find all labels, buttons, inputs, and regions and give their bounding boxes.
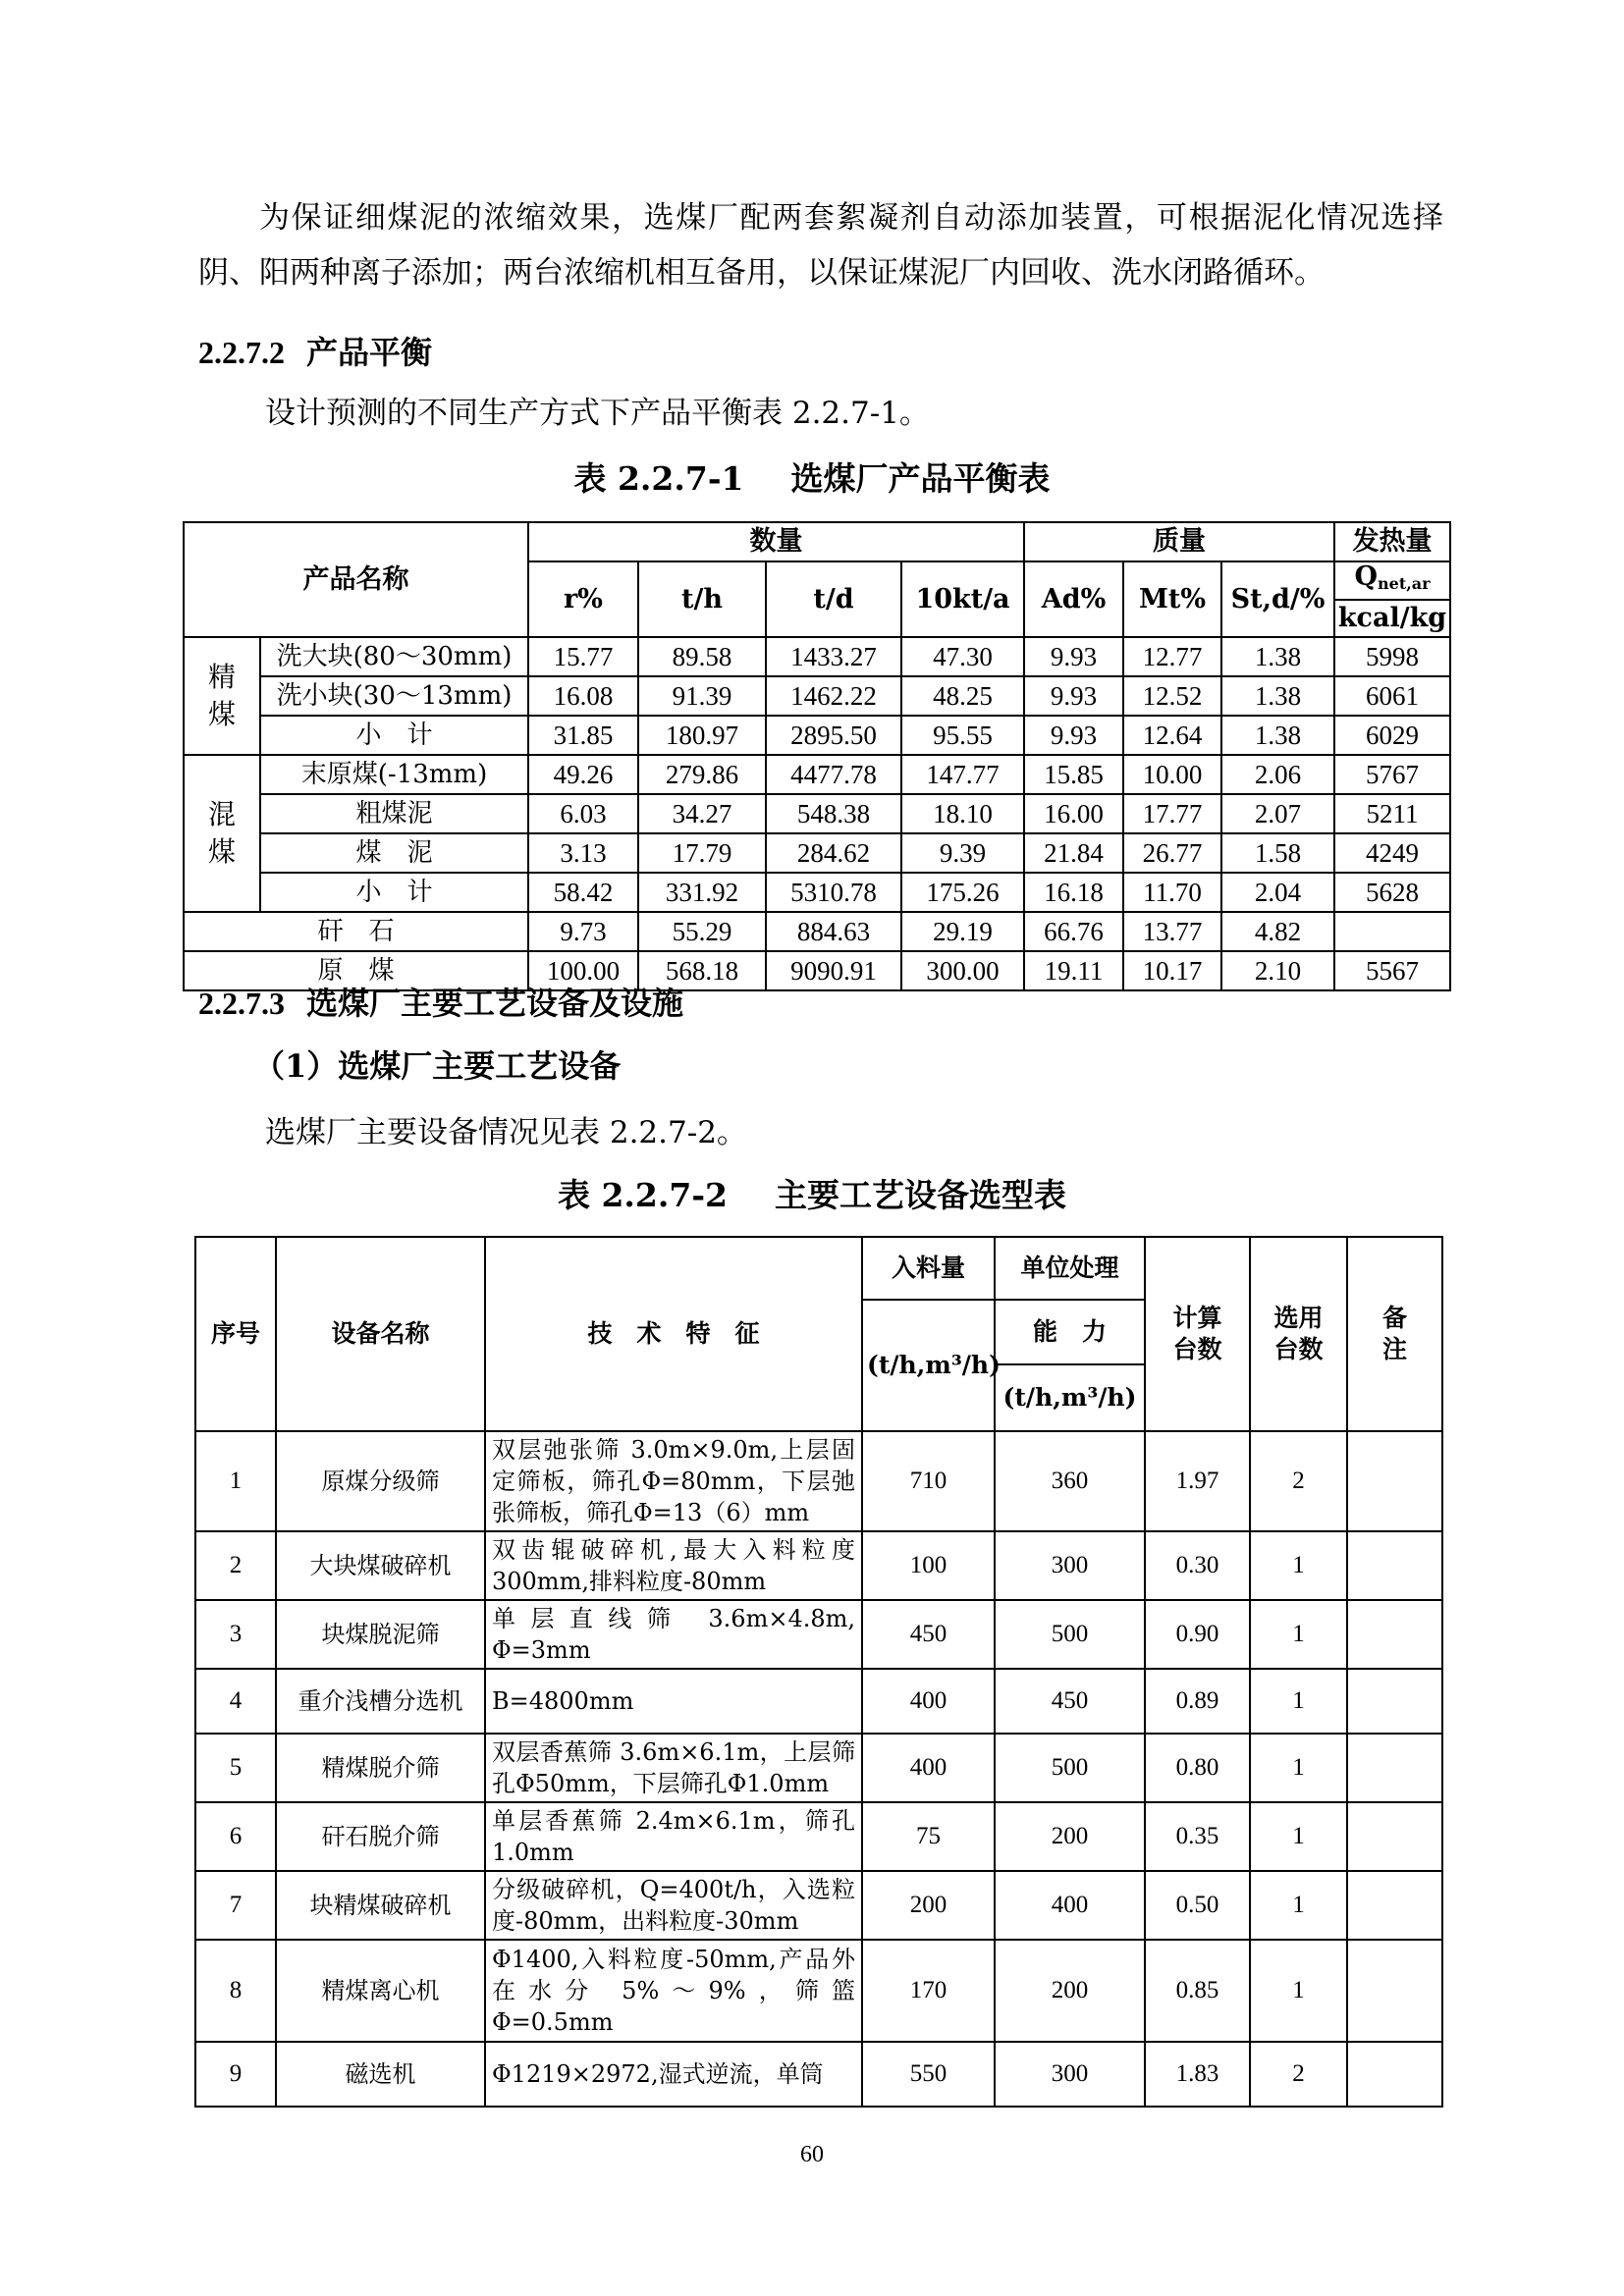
equip-feature: B=4800mm — [485, 1669, 862, 1734]
table-row: 粗煤泥 6.03 34.27 548.38 18.10 16.00 17.77 2.07 5211 — [184, 794, 1450, 833]
header-t-h: t/h — [638, 561, 766, 637]
header-heat-unit: kcal/kg — [1334, 600, 1450, 637]
equip-feature: 分级破碎机，Q=400t/h，入选粒度-80mm，出料粒度-30mm — [485, 1871, 862, 1940]
section-number: 2.2.7.3 — [198, 986, 285, 1021]
section-number: 2.2.7.2 — [198, 335, 285, 370]
header-capacity: 能 力 — [995, 1300, 1145, 1364]
row-name: 洗大块(80～30mm) — [260, 637, 528, 676]
table-row: 精煤 洗大块(80～30mm) 15.77 89.58 1433.27 47.30 9.93 12.77 1.38 5998 — [184, 637, 1450, 676]
header-feed-unit: (t/h,m³/h) — [862, 1300, 995, 1431]
header-10kt-a: 10kt/a — [901, 561, 1024, 637]
equip-feature: 单层香蕉筛 2.4m×6.1m，筛孔1.0mm — [485, 1802, 862, 1871]
row-name: 矸 石 — [184, 912, 528, 951]
group-clean-coal: 精煤 — [184, 637, 260, 755]
equip-name: 重介浅槽分选机 — [276, 1669, 485, 1734]
header-mt: Mt% — [1123, 561, 1221, 637]
table-row: 7 块精煤破碎机 分级破碎机，Q=400t/h，入选粒度-80mm，出料粒度-30mm 200 400 0.50 1 — [195, 1871, 1442, 1940]
table-row: 6 矸石脱介筛 单层香蕉筛 2.4m×6.1m，筛孔1.0mm 75 200 0.35 1 — [195, 1802, 1442, 1871]
table1-caption — [0, 454, 1624, 500]
header-seq: 序号 — [195, 1237, 276, 1431]
equip-name: 矸石脱介筛 — [276, 1802, 485, 1871]
table-row: 5 精煤脱介筛 双层香蕉筛 3.6m×6.1m，上层筛孔Φ50mm，下层筛孔Φ1.0mm 400 500 0.80 1 — [195, 1734, 1442, 1802]
row-name: 末原煤(-13mm) — [260, 755, 528, 794]
table-row: 小 计 58.42 331.92 5310.78 175.26 16.18 11.70 2.04 5628 — [184, 873, 1450, 912]
header-std: St,d/% — [1221, 561, 1334, 637]
equip-name: 块煤脱泥筛 — [276, 1600, 485, 1669]
table-row: 9 磁选机 Φ1219×2972,湿式逆流，单筒 550 300 1.83 2 — [195, 2042, 1442, 2107]
product-balance-text: 设计预测的不同生产方式下产品平衡表 2.2.7-1。 — [265, 396, 930, 431]
equipment-text: 选煤厂主要设备情况见表 2.2.7-2。 — [265, 1115, 747, 1150]
row-name: 洗小块(30～13mm) — [260, 676, 528, 716]
section-title: 选煤厂主要工艺设备及设施 — [306, 985, 684, 1022]
row-name: 粗煤泥 — [260, 794, 528, 833]
table2-caption — [0, 1170, 1624, 1216]
equip-name: 磁选机 — [276, 2042, 485, 2107]
equip-feature: 单层直线筛 3.6m×4.8m, Φ=3mm — [485, 1600, 862, 1669]
row-name: 煤 泥 — [260, 833, 528, 873]
table-row: 4 重介浅槽分选机 B=4800mm 400 450 0.89 1 — [195, 1669, 1442, 1734]
page-number: 60 — [800, 2142, 824, 2167]
row-name: 小 计 — [260, 716, 528, 755]
table-row: 2 大块煤破碎机 双齿辊破碎机,最大入料粒度300mm,排料粒度-80mm 100 300 0.30 1 — [195, 1531, 1442, 1600]
intro-paragraph: 为保证细煤泥的浓缩效果，选煤厂配两套絮凝剂自动添加装置，可根据泥化情况选择阴、阳两种离子添加；两台浓缩机相互备用，以保证煤泥厂内回收、洗水闭路循环。 — [198, 200, 1443, 291]
header-remark: 备注 — [1347, 1237, 1442, 1431]
header-quality: 质量 — [1024, 522, 1334, 561]
header-quantity: 数量 — [528, 522, 1024, 561]
header-t-d: t/d — [766, 561, 901, 637]
equipment-selection-table — [194, 1236, 1443, 2108]
equip-feature: Φ1219×2972,湿式逆流，单筒 — [485, 2042, 862, 2107]
header-selected: 选用台数 — [1250, 1237, 1347, 1431]
equip-name: 原煤分级筛 — [276, 1431, 485, 1531]
header-qnet: $Q_{net,ar}$ — [1334, 561, 1450, 600]
equip-name: 大块煤破碎机 — [276, 1531, 485, 1600]
section-heading-2-2-7-2 — [198, 328, 432, 373]
header-heat: 发热量 — [1334, 522, 1450, 561]
header-feed: 入料量 — [862, 1237, 995, 1300]
row-name: 小 计 — [260, 873, 528, 912]
table-row: 小 计 31.85 180.97 2895.50 95.55 9.93 12.64 1.38 6029 — [184, 716, 1450, 755]
table2-caption-number: 表 2.2.7-2 — [557, 1176, 728, 1214]
product-balance-table — [183, 521, 1451, 991]
header-calc: 计算台数 — [1145, 1237, 1250, 1431]
equip-name: 精煤离心机 — [276, 1940, 485, 2042]
table-row: 矸 石 9.73 55.29 884.63 29.19 66.76 13.77 4.82 — [184, 912, 1450, 951]
header-unit-proc: 单位处理 — [995, 1237, 1145, 1300]
header-equip-name: 设备名称 — [276, 1237, 485, 1431]
subsection-heading: （1）选煤厂主要工艺设备 — [253, 1047, 622, 1085]
equip-feature: 双层弛张筛 3.0m×9.0m,上层固定筛板，筛孔Φ=80mm，下层弛张筛板，筛孔Φ=13（6）mm — [485, 1431, 862, 1531]
table-row: 8 精煤离心机 Φ1400,入料粒度-50mm,产品外在水分 5%～9%，筛篮Φ=0.5mm 170 200 0.85 1 — [195, 1940, 1442, 2042]
row-name: 原 煤 — [184, 951, 528, 990]
header-ad: Ad% — [1024, 561, 1123, 637]
section-title: 产品平衡 — [306, 334, 433, 371]
equip-feature: 双层香蕉筛 3.6m×6.1m，上层筛孔Φ50mm，下层筛孔Φ1.0mm — [485, 1734, 862, 1802]
table1-caption-number: 表 2.2.7-1 — [573, 459, 744, 498]
equip-feature: 双齿辊破碎机,最大入料粒度300mm,排料粒度-80mm — [485, 1531, 862, 1600]
header-capacity-unit: (t/h,m³/h) — [995, 1364, 1145, 1431]
header-r-percent: r% — [528, 561, 638, 637]
equip-feature: Φ1400,入料粒度-50mm,产品外在水分 5%～9%，筛篮Φ=0.5mm — [485, 1940, 862, 2042]
equip-name: 精煤脱介筛 — [276, 1734, 485, 1802]
table-row: 混煤 末原煤(-13mm) 49.26 279.86 4477.78 147.77 15.85 10.00 2.06 5767 — [184, 755, 1450, 794]
table1-caption-title: 选煤厂产品平衡表 — [790, 459, 1051, 498]
table-row: 洗小块(30～13mm) 16.08 91.39 1462.22 48.25 9.93 12.52 1.38 6061 — [184, 676, 1450, 716]
group-mixed-coal: 混煤 — [184, 755, 260, 912]
table-row: 煤 泥 3.13 17.79 284.62 9.39 21.84 26.77 1.58 4249 — [184, 833, 1450, 873]
table-row: 原 煤 100.00 568.18 9090.91 300.00 19.11 10.17 2.10 5567 — [184, 951, 1450, 990]
header-product-name: 产品名称 — [184, 522, 528, 637]
table-row: 3 块煤脱泥筛 单层直线筛 3.6m×4.8m, Φ=3mm 450 500 0.90 1 — [195, 1600, 1442, 1669]
section-heading-2-2-7-3 — [198, 979, 683, 1024]
table2-caption-title: 主要工艺设备选型表 — [775, 1176, 1066, 1214]
header-feature: 技 术 特 征 — [485, 1237, 862, 1431]
equip-name: 块精煤破碎机 — [276, 1871, 485, 1940]
table-row: 1 原煤分级筛 双层弛张筛 3.0m×9.0m,上层固定筛板，筛孔Φ=80mm，下层弛张筛板，筛孔Φ=13（6）mm 710 360 1.97 2 — [195, 1431, 1442, 1531]
